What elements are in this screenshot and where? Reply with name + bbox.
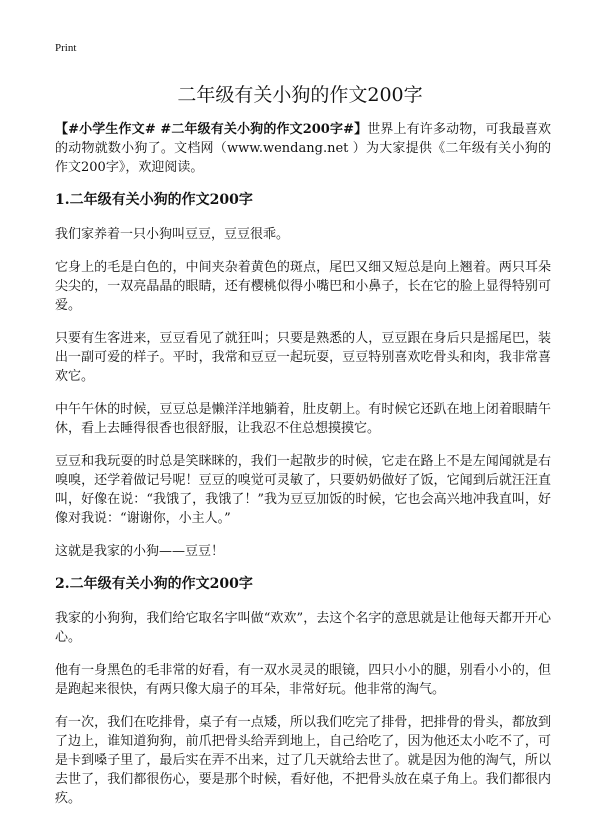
intro-tag: 【#小学生作文# #二年级有关小狗的作文200字#】 (55, 122, 368, 137)
paragraph: 有一次，我们在吃排骨，桌子有一点矮，所以我们吃完了排骨，把排骨的骨头，都放到了边上，谁知道狗狗，前爪把骨头给弄到地上，自己给吃了，因为他还太小吃不了，可是卡到嗓子里了，最后实在弄不出来，过了几天就给去世了。就是因为他的淘气，所以去世了，我们都很伤心，要是那个时候，看好他，不把骨头放在桌子角上。我们都很内疚。 (55, 715, 551, 806)
intro-text: 世界上有许多动物，可我最喜欢的动物就数小狗了。文档网（www.wendang.net ）为大家提供《二年级有关小狗的作文200字》，欢迎阅读。 (55, 122, 551, 175)
paragraph: 它身上的毛是白色的，中间夹杂着黄色的斑点，尾巴又细又短总是向上翘着。两只耳朵尖尖的，一双亮晶晶的眼睛，还有樱桃似得小嘴巴和小鼻子，长在它的脸上显得特别可爱。 (55, 260, 551, 313)
section-heading: 1.二年级有关小狗的作文200字 (55, 192, 253, 208)
paragraph: 只要有生客进来，豆豆看见了就狂叫；只要是熟悉的人，豆豆跟在身后只是摇尾巴，装出一副可爱的样子。平时，我常和豆豆一起玩耍，豆豆特别喜欢吃骨头和肉，我非常喜欢它。 (55, 331, 551, 384)
paragraph: 豆豆和我玩耍的时总是笑眯眯的，我们一起散步的时候，它走在路上不是左闻闻就是右嗅嗅，还学着做记号呢！豆豆的嗅觉可灵敏了，只要奶奶做好了饭，它闻到后就汪汪直叫，好像在说：“我饿了，我饿了！”我为豆豆加饭的时候，它也会高兴地冲我直叫，好像对我说：“谢谢你，小主人。” (55, 454, 551, 526)
section-heading: 2.二年级有关小狗的作文200字 (55, 576, 253, 592)
paragraph: 我们家养着一只小狗叫豆豆，豆豆很乖。 (55, 227, 290, 242)
intro-paragraph (55, 120, 551, 177)
paragraph: 中午午休的时候，豆豆总是懒洋洋地躺着，肚皮朝上。有时候它还趴在地上闭着眼睛午休，看上去睡得很香也很舒服，让我忍不住总想摸摸它。 (55, 402, 551, 436)
paragraph: 这就是我家的小狗——豆豆！ (55, 544, 225, 559)
article-body (55, 120, 551, 822)
paragraph: 我家的小狗狗，我们给它取名字叫做“欢欢”，去这个名字的意思就是让他每天都开开心心。 (55, 611, 551, 645)
paragraph: 他有一身黑色的毛非常的好看，有一双水灵灵的眼镜，四只小小的腿，别看小小的，但是跑起来很快，有两只像大扇子的耳朵，非常好玩。他非常的淘气。 (55, 663, 551, 697)
page-title: 二年级有关小狗的作文200字 (177, 84, 423, 106)
print-label[interactable]: Print (55, 42, 77, 54)
